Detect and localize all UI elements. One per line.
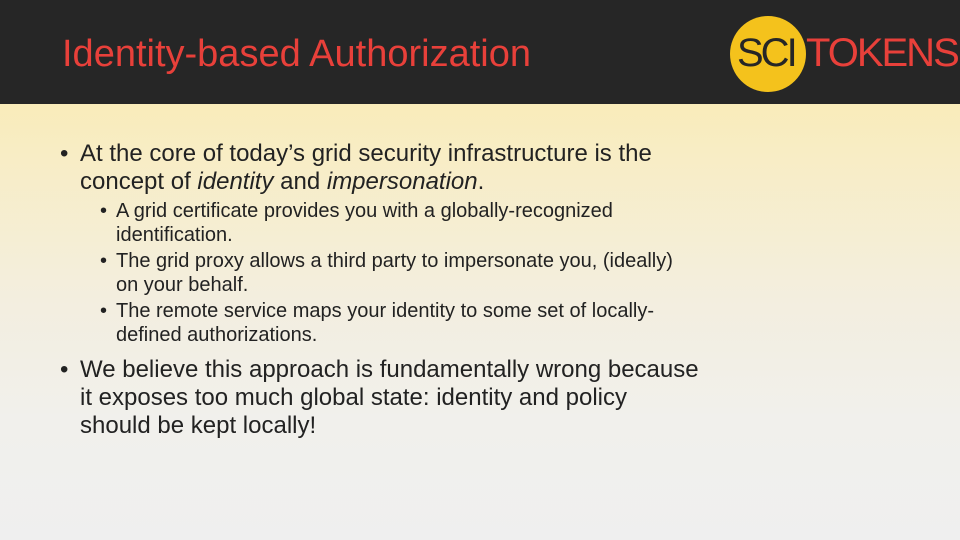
- bullet-point-1-line-1: At the core of today’s grid security infrastructure is the: [80, 140, 652, 167]
- sub-bullet-2-line-2: on your behalf.: [116, 274, 249, 296]
- logo-sci-text: SCI: [737, 31, 795, 75]
- bullet-marker: •: [100, 250, 108, 272]
- slide-title: Identity-based Authorization: [62, 33, 531, 75]
- text-segment: and: [273, 168, 327, 195]
- bullet-point-1: [60, 140, 652, 196]
- sub-bullet-3-line-1: The remote service maps your identity to some set of locally-: [116, 300, 654, 322]
- sub-bullet-1-line-2: identification.: [116, 224, 233, 246]
- sub-bullet-2-line-1: The grid proxy allows a third party to impersonate you, (ideally): [116, 250, 673, 272]
- bullet-point-1-line-2: [80, 168, 652, 196]
- bullet-point-2-line-2: it exposes too much global state: identity and policy: [80, 384, 627, 411]
- sub-bullet-1: [100, 199, 613, 247]
- text-segment: .: [477, 168, 485, 195]
- bullet-marker: •: [60, 140, 69, 167]
- text-segment: concept of: [80, 168, 198, 195]
- logo-tokens-text: TOKENS: [806, 31, 958, 75]
- bullet-point-2-line-3: should be kept locally!: [80, 412, 317, 439]
- sub-bullet-1-line-1: A grid certificate provides you with a globally-recognized: [116, 200, 613, 222]
- emphasis-impersonation: impersonation: [326, 168, 478, 195]
- sub-bullet-3-line-2: defined authorizations.: [116, 324, 318, 346]
- sub-bullet-3: [100, 299, 654, 347]
- bullet-marker: •: [60, 356, 69, 383]
- bullet-marker: •: [100, 200, 108, 222]
- emphasis-identity: identity: [197, 168, 274, 195]
- bullet-point-2-line-1: We believe this approach is fundamentally wrong because: [80, 356, 699, 383]
- bullet-marker: •: [100, 300, 108, 322]
- sub-bullet-2: [100, 249, 673, 297]
- bullet-point-2: [60, 356, 699, 440]
